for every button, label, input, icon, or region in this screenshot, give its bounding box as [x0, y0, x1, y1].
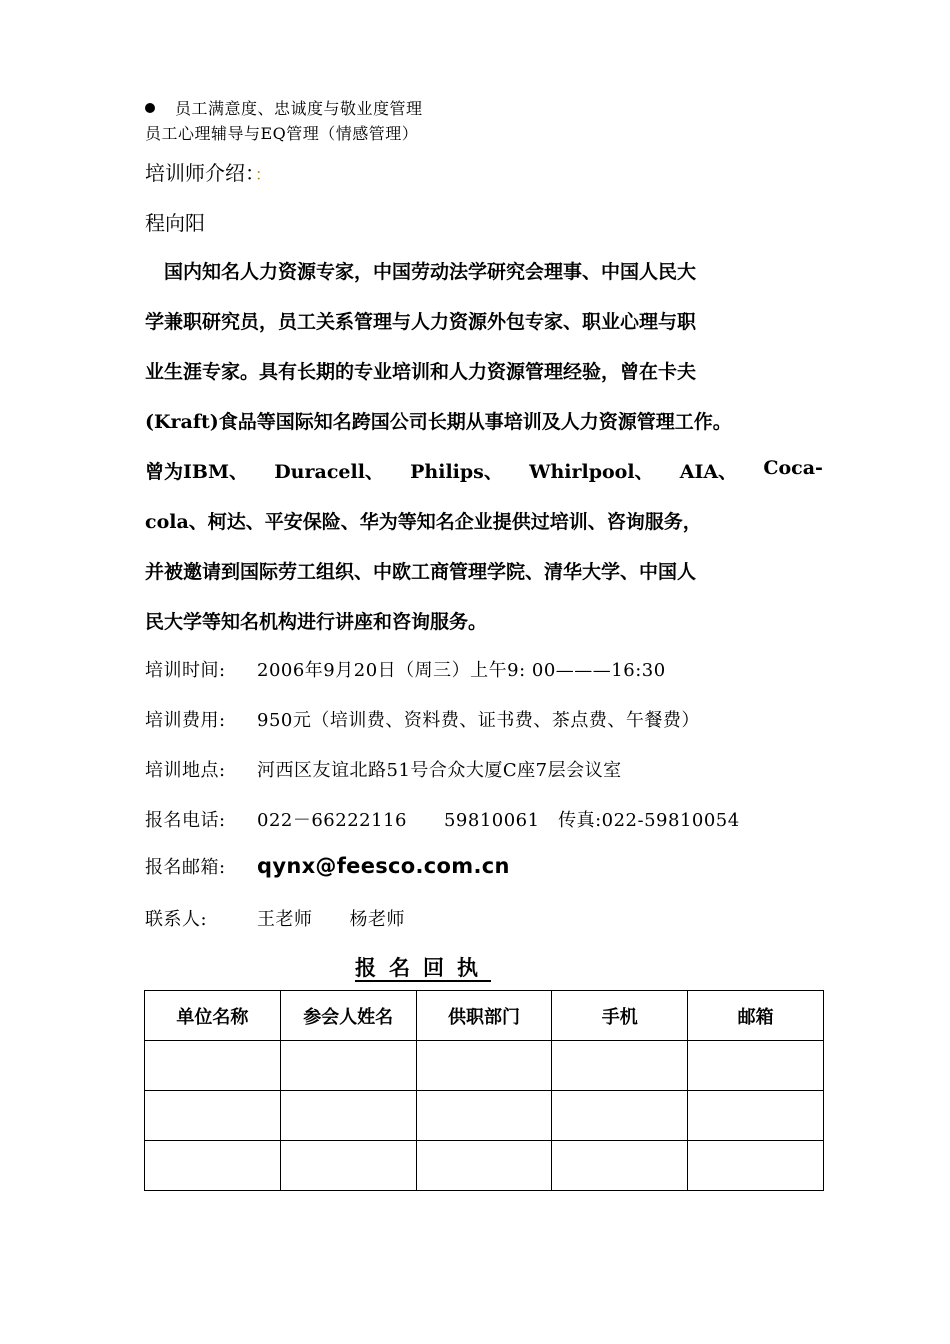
trainer-name: 程向阳: [145, 211, 205, 235]
bio-line-clients: [145, 457, 823, 484]
header-company: 单位名称: [145, 991, 281, 1041]
table-cell[interactable]: [416, 1141, 552, 1191]
header-department: 供职部门: [416, 991, 552, 1041]
training-time: [145, 656, 666, 682]
bio-line: 业生涯专家。具有长期的专业培训和人力资源管理经验，曾在卡夫: [145, 361, 697, 383]
bullet-item: [145, 96, 423, 119]
registration-email: [145, 853, 510, 879]
registration-table: [144, 990, 824, 1191]
training-time-label: 培训时间:: [145, 660, 226, 681]
table-cell[interactable]: [416, 1091, 552, 1141]
table-cell[interactable]: [552, 1041, 688, 1091]
bio-word: Philips、: [410, 461, 503, 483]
bio-line: 民大学等知名机构进行讲座和咨询服务。: [145, 611, 488, 633]
header-attendee: 参会人姓名: [280, 991, 416, 1041]
bio-line: 并被邀请到国际劳工组织、中欧工商管理学院、清华大学、中国人: [145, 561, 697, 583]
registration-email-label: 报名邮箱:: [145, 857, 226, 878]
table-cell[interactable]: [280, 1041, 416, 1091]
table-cell[interactable]: [145, 1091, 281, 1141]
course-item: 员工心理辅导与EQ管理（情感管理）: [145, 124, 419, 143]
contact-person-label: 联系人:: [145, 909, 208, 930]
header-email: 邮箱: [688, 991, 824, 1041]
contact-person-value: 王老师 杨老师: [257, 909, 405, 930]
registration-phone: [145, 806, 740, 832]
registration-form-title: 报名回执: [355, 955, 491, 980]
registration-email-value[interactable]: qynx@feesco.com.cn: [257, 854, 510, 878]
bio-line: cola、柯达、平安保险、华为等知名企业提供过培训、咨询服务，: [145, 511, 702, 533]
training-fee-value: 950元（培训费、资料费、证书费、茶点费、午餐费）: [257, 710, 700, 731]
table-row: [145, 1091, 824, 1141]
bio-word: Duracell、: [274, 461, 384, 483]
training-place: [145, 756, 622, 782]
table-cell[interactable]: [280, 1141, 416, 1191]
training-place-label: 培训地点:: [145, 760, 226, 781]
contact-person: [145, 905, 405, 931]
bio-word: Coca-: [763, 457, 823, 479]
training-fee: [145, 706, 700, 732]
table-cell[interactable]: [145, 1141, 281, 1191]
bio-line: (Kraft)食品等国际知名跨国公司长期从事培训及人力资源管理工作。: [145, 411, 732, 433]
table-cell[interactable]: [688, 1091, 824, 1141]
table-cell[interactable]: [552, 1091, 688, 1141]
table-cell[interactable]: [416, 1041, 552, 1091]
bio-word: Whirlpool、: [529, 461, 654, 483]
bullet-dot-icon: [145, 103, 155, 113]
training-time-value: 2006年9月20日（周三）上午9: 00———16:30: [257, 660, 666, 681]
bio-word: AIA、: [679, 461, 738, 483]
heading-mark: ：: [255, 165, 272, 184]
table-cell[interactable]: [688, 1141, 824, 1191]
bio-word: 曾为IBM、: [145, 461, 248, 483]
training-fee-label: 培训费用:: [145, 710, 226, 731]
bullet-text: 员工满意度、忠诚度与敬业度管理: [175, 99, 423, 118]
table-cell[interactable]: [145, 1041, 281, 1091]
bio-line: 国内知名人力资源专家，中国劳动法学研究会理事、中国人民大: [145, 261, 697, 283]
table-header-row: [145, 991, 824, 1041]
bio-line: 学兼职研究员，员工关系管理与人力资源外包专家、职业心理与职: [145, 311, 697, 333]
registration-phone-value: 022－66222116 59810061 传真:022-59810054: [257, 810, 740, 831]
table-cell[interactable]: [552, 1141, 688, 1191]
training-place-value: 河西区友谊北路51号合众大厦C座7层会议室: [257, 760, 622, 781]
table-cell[interactable]: [280, 1091, 416, 1141]
table-row: [145, 1041, 824, 1091]
table-row: [145, 1141, 824, 1191]
header-mobile: 手机: [552, 991, 688, 1041]
trainer-heading-text: 培训师介绍：: [145, 161, 255, 185]
trainer-heading: [145, 157, 271, 186]
registration-phone-label: 报名电话:: [145, 810, 226, 831]
table-cell[interactable]: [688, 1041, 824, 1091]
